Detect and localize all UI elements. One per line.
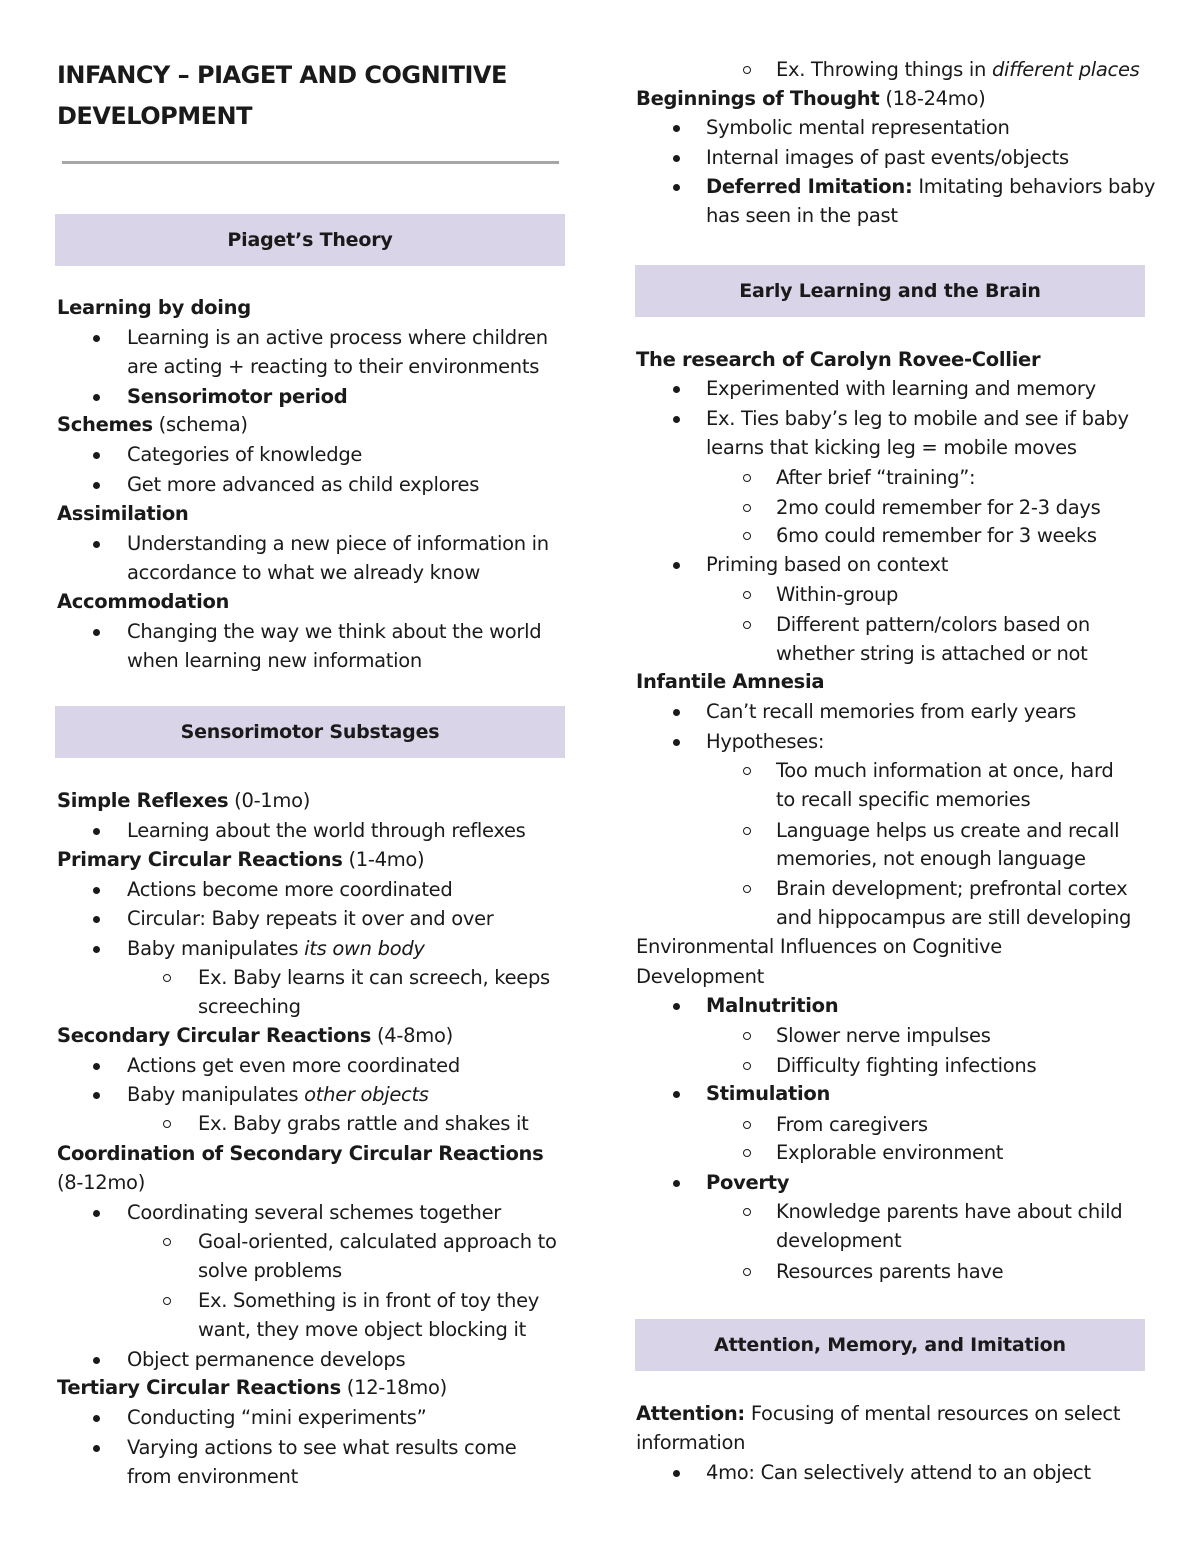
list-item [127,1081,429,1109]
sub-list-item: Ex. Baby grabs rattle and shakes it [198,1112,529,1135]
list-item: Varying actions to see what results come [127,1436,517,1459]
bullet-icon [673,1180,680,1187]
bullet-icon [673,1003,680,1010]
list-item-continued: are acting + reacting to their environments [127,355,540,378]
bullet-icon [93,1357,100,1364]
sub-bullet-icon [743,532,751,540]
age-range: (4-8mo) [371,1024,453,1047]
list-item: Learning is an active process where children [127,326,548,349]
term: Attention: [636,1402,745,1425]
list-item: Conducting “mini experiments” [127,1406,427,1429]
emphasis-text: different places [991,58,1140,81]
sub-list-item: Goal-oriented, calculated approach to [198,1230,557,1253]
sub-list-item-continued: development [776,1229,902,1252]
list-item: Actions become more coordinated [127,878,453,901]
emphasis-text: other objects [304,1083,429,1106]
list-item: Object permanence develops [127,1348,406,1371]
bullet-icon [673,184,680,191]
sub-list-item-continued: whether string is attached or not [776,642,1088,665]
bullet-icon [673,125,680,132]
list-item: Internal images of past events/objects [706,146,1069,169]
age-range: (8-12mo) [57,1171,145,1194]
bullet-icon [93,452,100,459]
list-item: Coordinating several schemes together [127,1201,501,1224]
sub-list-item: After brief “training”: [776,466,976,489]
sub-list-item: 2mo could remember for 2-3 days [776,496,1101,519]
list-item: Hypotheses: [706,730,825,753]
list-item: Malnutrition [706,994,839,1017]
sub-list-item-continued: screeching [198,995,301,1018]
sub-list-item: Explorable environment [776,1141,1004,1164]
sub-list-item-continued: memories, not enough language [776,847,1086,870]
list-item [127,935,425,963]
sub-bullet-icon [743,767,751,775]
list-item: Categories of knowledge [127,443,363,466]
list-item: Actions get even more coordinated [127,1054,460,1077]
heading-tertiary-circular [57,1374,447,1402]
heading-label: Primary Circular Reactions [57,848,343,871]
heading-label: Tertiary Circular Reactions [57,1376,341,1399]
definition-attention [636,1400,1120,1428]
bullet-icon [93,828,100,835]
sub-list-item: Ex. Something is in front of toy they [198,1289,540,1312]
text: Focusing of mental resources on select [744,1402,1121,1425]
sub-bullet-icon [163,974,171,982]
sub-list-item: Ex. Baby learns it can screech, keeps [198,966,550,989]
definition-attention-continued: information [636,1431,746,1454]
heading-label: Simple Reflexes [57,789,229,812]
page-title: INFANCY – PIAGET AND COGNITIVE DEVELOPMENT [57,61,507,130]
age-range: (0-1mo) [228,789,311,812]
heading-schemes-label: Schemes [57,413,153,436]
list-item-continued: has seen in the past [706,204,898,227]
sub-bullet-icon [743,1149,751,1157]
bullet-icon [673,1091,680,1098]
sub-bullet-icon [163,1238,171,1246]
heading-simple-reflexes [57,787,310,815]
bullet-icon [93,1415,100,1422]
bullet-icon [93,1063,100,1070]
text: Baby manipulates [127,1083,305,1106]
sub-list-item: Slower nerve impulses [776,1024,991,1047]
sub-bullet-icon [743,66,751,74]
sub-bullet-icon [743,591,751,599]
bullet-icon [93,946,100,953]
section-header-attention: Attention, Memory, and Imitation [635,1319,1145,1371]
text: Imitating behaviors baby [912,175,1156,198]
bullet-icon [93,482,100,489]
sub-bullet-icon [743,474,751,482]
sub-list-item-continued: to recall specific memories [776,788,1031,811]
bullet-icon [93,1445,100,1452]
heading-accommodation: Accommodation [57,590,230,613]
list-item-continued: accordance to what we already know [127,561,480,584]
title-divider [62,161,559,164]
heading-coordination: Coordination of Secondary Circular Reactions [57,1142,544,1165]
sub-list-item-continued: want, they move object blocking it [198,1318,526,1341]
bullet-icon [93,335,100,342]
text: Baby manipulates [127,937,305,960]
list-item: Understanding a new piece of information in [127,532,549,555]
sub-bullet-icon [743,1121,751,1129]
sub-list-item [776,56,1140,84]
heading-learning-by-doing: Learning by doing [57,296,251,319]
sub-list-item: Different pattern/colors based on [776,613,1090,636]
emphasis-text: its own body [304,937,425,960]
age-range: (1-4mo) [342,848,425,871]
list-item [706,173,1155,201]
sub-list-item: 6mo could remember for 3 weeks [776,524,1097,547]
sub-list-item: Brain development; prefrontal cortex [776,877,1128,900]
sub-bullet-icon [743,885,751,893]
heading-schemes [57,411,248,439]
heading-schemes-note: (schema) [152,413,248,436]
heading-environmental-continued: Development [636,965,764,988]
sub-list-item: Resources parents have [776,1260,1004,1283]
heading-infantile-amnesia: Infantile Amnesia [636,670,825,693]
text: Ex. Throwing things in [776,58,992,81]
sub-list-item: Knowledge parents have about child [776,1200,1123,1223]
section-header-piaget: Piaget’s Theory [55,214,565,266]
sub-list-item: From caregivers [776,1113,928,1136]
bullet-icon [673,386,680,393]
list-item: Learning about the world through reflexes [127,819,526,842]
section-header-substages: Sensorimotor Substages [55,706,565,758]
sub-list-item-continued: solve problems [198,1259,342,1282]
list-item: Can’t recall memories from early years [706,700,1076,723]
bullet-icon [93,629,100,636]
heading-secondary-circular [57,1022,453,1050]
bullet-icon [93,916,100,923]
bullet-icon [673,1470,680,1477]
list-item: Circular: Baby repeats it over and over [127,907,494,930]
sub-list-item-continued: and hippocampus are still developing [776,906,1132,929]
list-item: Priming based on context [706,553,949,576]
sub-list-item: Within-group [776,583,899,606]
sub-bullet-icon [743,1268,751,1276]
heading-assimilation: Assimilation [57,502,189,525]
heading-label: Secondary Circular Reactions [57,1024,372,1047]
sub-bullet-icon [743,621,751,629]
list-item: 4mo: Can selectively attend to an object [706,1461,1091,1484]
heading-research: The research of Carolyn Rovee-Collier [636,348,1041,371]
sub-bullet-icon [743,1208,751,1216]
bullet-icon [673,739,680,746]
heading-label: Beginnings of Thought [636,87,880,110]
sub-bullet-icon [743,504,751,512]
heading-beginnings [636,85,985,113]
sub-list-item: Too much information at once, hard [776,759,1114,782]
bullet-icon [93,887,100,894]
bullet-icon [93,1210,100,1217]
sub-bullet-icon [743,1032,751,1040]
bullet-icon [93,1092,100,1099]
bullet-icon [93,541,100,548]
list-item: Sensorimotor period [127,385,348,408]
age-range: (18-24mo) [879,87,986,110]
bullet-icon [673,709,680,716]
list-item: Experimented with learning and memory [706,377,1096,400]
sub-bullet-icon [743,1062,751,1070]
list-item: Ex. Ties baby’s leg to mobile and see if baby [706,407,1129,430]
list-item-continued: from environment [127,1465,298,1488]
sub-bullet-icon [163,1120,171,1128]
bullet-icon [673,155,680,162]
list-item-continued: when learning new information [127,649,422,672]
heading-environmental: Environmental Influences on Cognitive [636,935,1002,958]
list-item: Symbolic mental representation [706,116,1010,139]
list-item: Stimulation [706,1082,831,1105]
term: Deferred Imitation: [706,175,913,198]
age-range: (12-18mo) [340,1376,447,1399]
bullet-icon [93,394,100,401]
bullet-icon [673,562,680,569]
section-header-early-learning: Early Learning and the Brain [635,265,1145,317]
list-item: Changing the way we think about the world [127,620,542,643]
sub-list-item: Language helps us create and recall [776,819,1120,842]
list-item: Get more advanced as child explores [127,473,480,496]
list-item-continued: learns that kicking leg = mobile moves [706,436,1077,459]
sub-bullet-icon [743,827,751,835]
sub-bullet-icon [163,1297,171,1305]
heading-primary-circular [57,846,424,874]
list-item: Poverty [706,1171,790,1194]
sub-list-item: Difficulty fighting infections [776,1054,1037,1077]
bullet-icon [673,416,680,423]
